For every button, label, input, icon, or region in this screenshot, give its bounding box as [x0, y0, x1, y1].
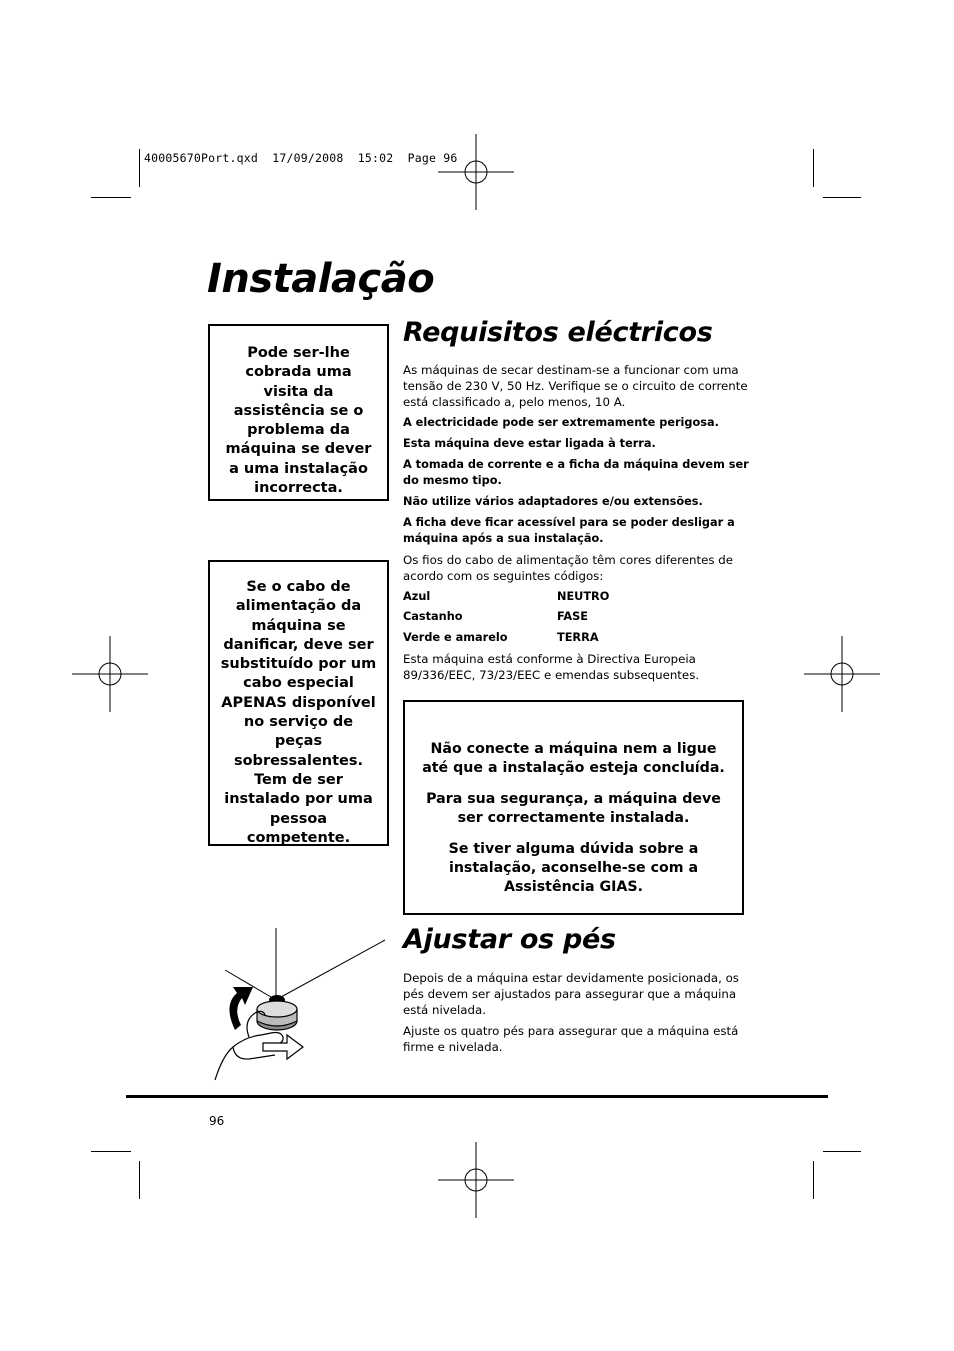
page-number: 96	[209, 1114, 225, 1128]
side-note-text: Se o cabo de alimentação da máquina se danificar, deve ser substituído por um cabo especial APENAS disponível no serviço de peças sobressalentes. Tem de ser instalado por uma pessoa competente.	[220, 579, 377, 846]
wire-code: NEUTRO	[557, 589, 610, 603]
registration-mark-icon	[438, 134, 514, 210]
electrical-intro: As máquinas de secar destinam-se a funcionar com uma tensão de 230 V, 50 Hz. Verifique se o circuito de corrente está classificado a, pelo menos, 10 A.	[403, 363, 748, 410]
page-title: Instalação	[207, 256, 435, 302]
crop-mark	[813, 1161, 814, 1199]
safety-line: Não conecte a máquina nem a ligue até que a instalação esteja concluída.	[422, 741, 725, 776]
side-note-box	[208, 560, 389, 846]
electrical-body	[403, 362, 763, 688]
section-heading-feet: Ajustar os pés	[403, 924, 616, 955]
feet-body	[403, 970, 748, 1060]
crop-mark	[823, 197, 861, 198]
wire-color: Castanho	[403, 610, 463, 624]
safety-line: Se tiver alguma dúvida sobre a instalação, aconselhe-se com a Assistência GIAS.	[448, 841, 699, 895]
crop-mark	[91, 1151, 131, 1152]
crop-mark	[139, 1161, 140, 1199]
crop-mark	[91, 197, 131, 198]
wire-code-table	[403, 589, 763, 647]
side-note-box	[208, 324, 389, 501]
conformity-text: Esta máquina está conforme à Directiva Europeia 89/336/EEC, 73/23/EEC e emendas subsequentes.	[403, 651, 700, 683]
electrical-warning: A ficha deve ficar acessível para se poder desligar a máquina após a sua instalação.	[403, 515, 735, 545]
footer-rule	[126, 1095, 828, 1098]
wire-code: TERRA	[557, 631, 599, 645]
wires-intro: Os fios do cabo de alimentação têm cores diferentes de acordo com os seguintes códigos:	[403, 552, 733, 583]
safety-line: Para sua segurança, a máquina deve ser correctamente instalada.	[426, 791, 721, 826]
electrical-warning: Esta máquina deve estar ligada à terra.	[403, 437, 656, 450]
electrical-warning: Não utilize vários adaptadores e/ou extensões.	[403, 494, 703, 508]
feet-paragraph: Ajuste os quatro pés para assegurar que a máquina está firme e nivelada.	[403, 1024, 739, 1055]
safety-warning-box	[403, 700, 744, 915]
wire-color: Azul	[403, 589, 431, 603]
wire-code: FASE	[557, 610, 589, 624]
registration-mark-icon	[438, 1142, 514, 1218]
crop-mark	[823, 1151, 861, 1152]
electrical-warning: A electricidade pode ser extremamente perigosa.	[403, 416, 719, 430]
section-heading-electrical: Requisitos eléctricos	[403, 317, 713, 348]
registration-mark-icon	[72, 636, 148, 712]
crop-mark	[139, 149, 140, 187]
electrical-warning: A tomada de corrente e a ficha da máquina devem ser do mesmo tipo.	[403, 457, 749, 487]
feet-paragraph: Depois de a máquina estar devidamente posicionada, os pés devem ser ajustados para assegurar que a máquina está nivelada.	[403, 971, 739, 1018]
crop-mark	[813, 149, 814, 187]
wire-color: Verde e amarelo	[403, 631, 508, 645]
side-note-text: Pode ser-lhe cobrada uma visita da assistência se o problema da máquina se dever a uma instalação incorrecta.	[225, 345, 372, 497]
registration-mark-icon	[804, 636, 880, 712]
print-slug: 40005670Port.qxd 17/09/2008 15:02 Page 96	[144, 151, 458, 165]
foot-adjust-illustration-icon	[205, 925, 390, 1085]
